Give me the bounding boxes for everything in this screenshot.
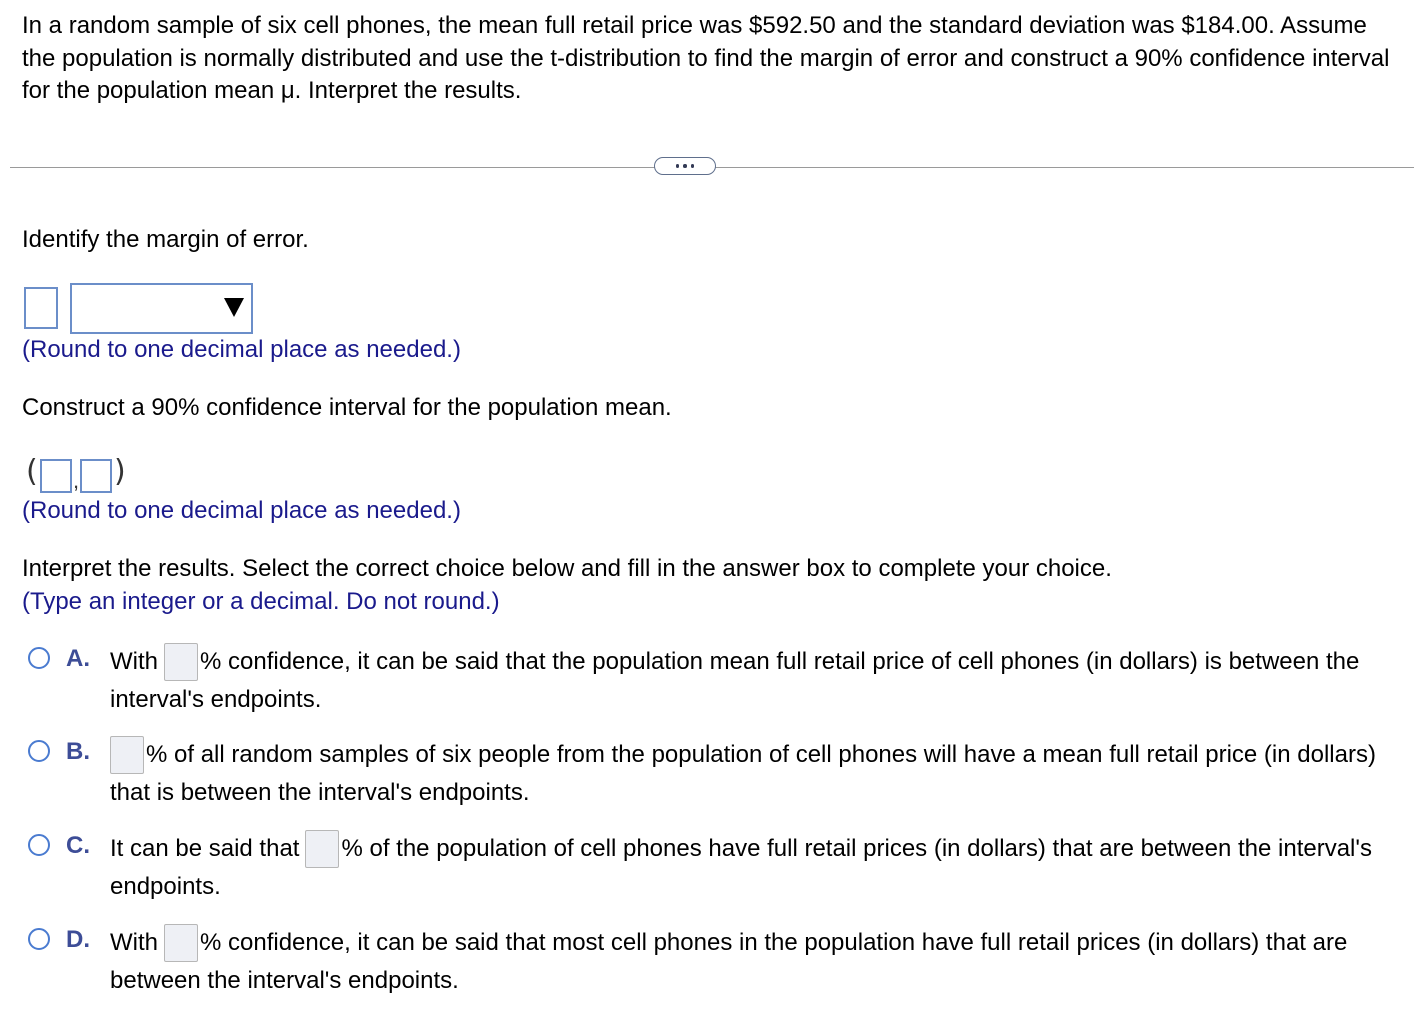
margin-of-error-prompt: Identify the margin of error. (22, 226, 309, 253)
choice-letter: A. (66, 645, 90, 672)
choice-letter: B. (66, 738, 90, 765)
close-parenthesis: ) (114, 454, 126, 489)
interpret-prompt: Interpret the results. Select the correct choice below and fill in the answer box to complete your choice. (22, 555, 1112, 582)
margin-of-error-dropdown[interactable] (70, 283, 253, 334)
margin-of-error-hint: (Round to one decimal place as needed.) (22, 336, 461, 363)
choice-text: % of all random samples of six people from the population of cell phones will have a mean full retail price (in dollars) that is between the interval's endpoints. (110, 736, 1400, 812)
choice-c-input[interactable] (305, 830, 339, 868)
radio-d[interactable] (28, 928, 50, 950)
interval-upper-input[interactable] (80, 459, 112, 493)
interpret-hint: (Type an integer or a decimal. Do not round.) (22, 588, 500, 615)
radio-b[interactable] (28, 740, 50, 762)
confidence-interval-prompt: Construct a 90% confidence interval for the population mean. (22, 394, 672, 421)
choice-letter: C. (66, 832, 90, 859)
choice-d-input[interactable] (164, 924, 198, 962)
interval-hint: (Round to one decimal place as needed.) (22, 497, 461, 524)
choice-text: With % confidence, it can be said that most cell phones in the population have full retail prices (in dollars) that are between the interval's endpoints. (110, 924, 1400, 1000)
interval-comma: , (73, 468, 80, 493)
choice-letter: D. (66, 926, 90, 953)
radio-a[interactable] (28, 647, 50, 669)
radio-c[interactable] (28, 834, 50, 856)
more-dots-icon (676, 164, 680, 168)
choice-text: It can be said that % of the population of cell phones have full retail prices (in dollars) that are between the interval's endpoints. (110, 830, 1400, 906)
choice-text: With % confidence, it can be said that the population mean full retail price of cell phones (in dollars) is between the interval's endpoints. (110, 643, 1400, 719)
margin-of-error-input[interactable] (24, 287, 58, 329)
choice-b-input[interactable] (110, 736, 144, 774)
interval-lower-input[interactable] (40, 459, 72, 493)
show-more-button[interactable] (654, 157, 716, 175)
question-text: In a random sample of six cell phones, the mean full retail price was $592.50 and the standard deviation was $184.00. Assume the population is normally distributed and use the t-distribution to find the margin of error and construct a 90% confidence interval for the population mean μ. Interpret the results. (22, 12, 1390, 104)
triangle-down-icon (224, 298, 244, 317)
open-parenthesis: ( (26, 454, 38, 489)
choice-a-input[interactable] (164, 643, 198, 681)
